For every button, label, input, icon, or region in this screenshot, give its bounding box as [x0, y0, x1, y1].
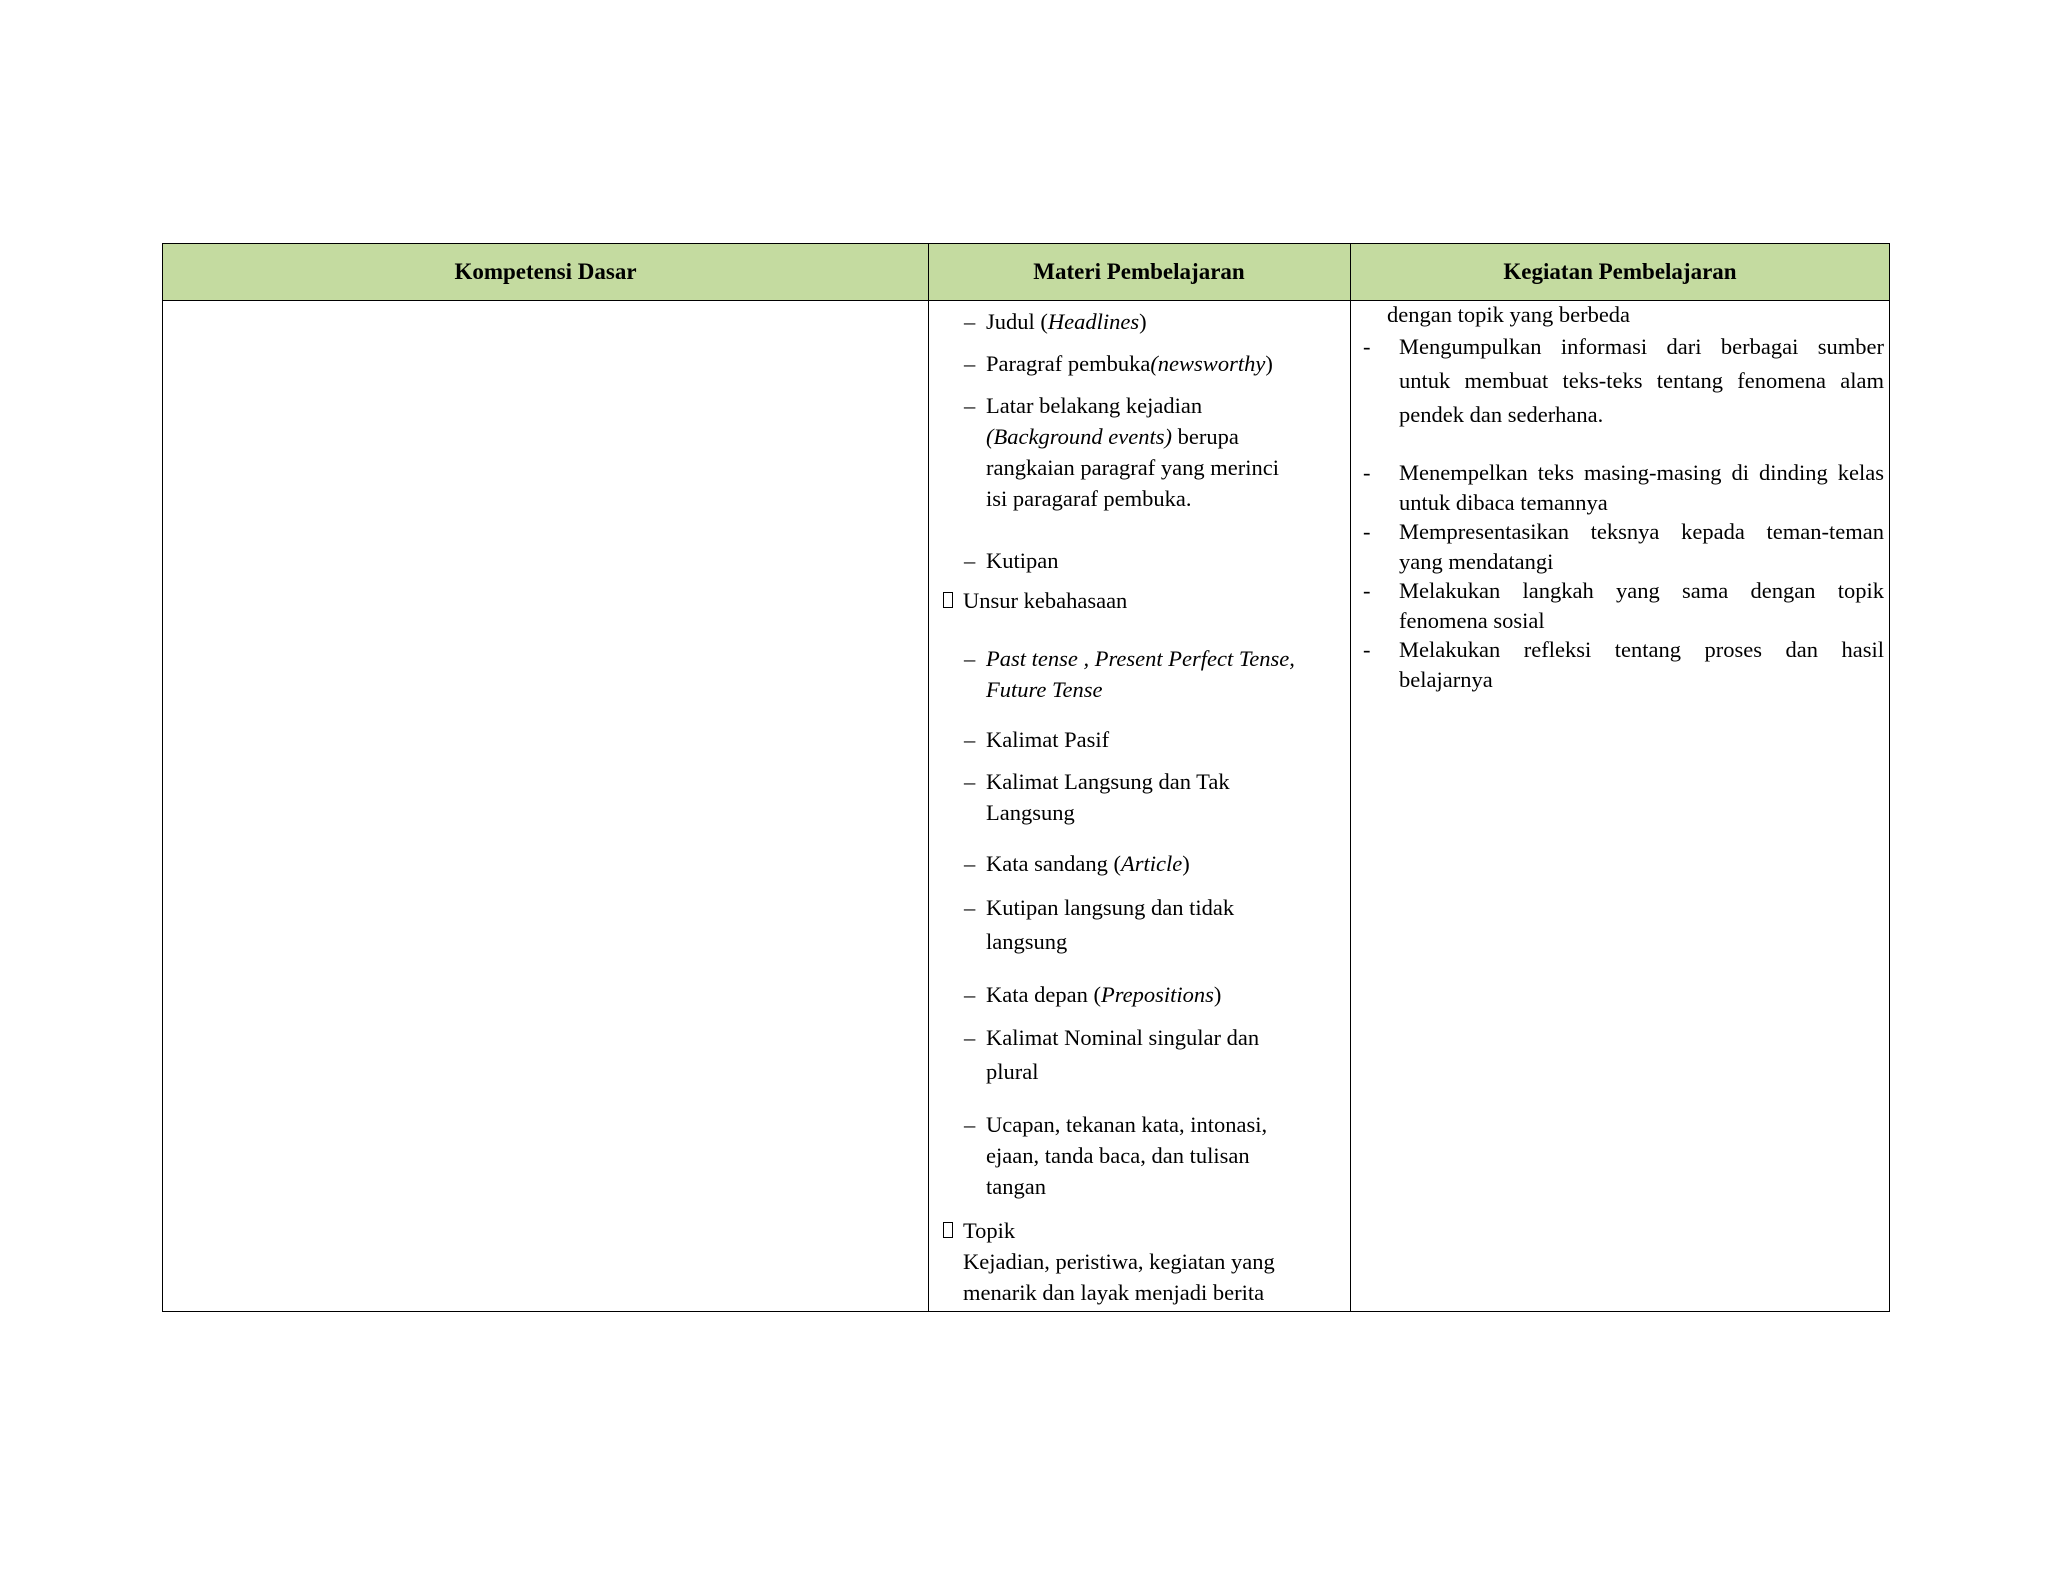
bullet-dash: –	[964, 1112, 976, 1137]
curriculum-table	[162, 243, 1890, 1312]
list-item-text: Kalimat Nominal singular dan plural	[986, 1025, 1260, 1084]
list-item-text: Mengumpulkan informasi dari berbagai sumber untuk membuat teks-teks tentang fenomena alam pendek dan sederhana.	[1399, 334, 1884, 427]
bullet-hyphen: -	[1363, 334, 1371, 359]
checkbox-bullet-icon	[943, 1222, 953, 1238]
bullet-hyphen: -	[1363, 460, 1371, 485]
list-item-text: Kata depan (Prepositions)	[986, 982, 1222, 1007]
materi-cell	[928, 300, 1350, 1311]
bullet-dash: –	[964, 548, 976, 573]
header-kompetensi-dasar: Kompetensi Dasar	[454, 259, 637, 284]
list-item-text: Latar belakang kejadian (Background events) berupa rangkaian paragraf yang merinci isi paragaraf pembuka.	[986, 393, 1279, 511]
bullet-dash: –	[964, 895, 976, 920]
list-item-text: Kalimat Langsung dan Tak Langsung	[986, 769, 1230, 825]
section-label: Unsur kebahasaan	[963, 588, 1128, 613]
list-item-text: Kutipan langsung dan tidak langsung	[986, 895, 1235, 954]
list-item-text: Judul (Headlines)	[986, 309, 1147, 334]
topik-description: Kejadian, peristiwa, kegiatan yang menarik dan layak menjadi berita	[963, 1249, 1275, 1305]
bullet-dash: –	[964, 727, 976, 752]
bullet-hyphen: -	[1363, 637, 1371, 662]
bullet-hyphen: -	[1363, 519, 1371, 544]
header-kegiatan-pembelajaran: Kegiatan Pembelajaran	[1503, 259, 1737, 284]
kegiatan-cell	[1350, 300, 1890, 1311]
list-item-text: Kalimat Pasif	[986, 727, 1110, 752]
bullet-dash: –	[964, 646, 976, 671]
list-item-text: Mempresentasikan teksnya kepada teman-teman yang mendatangi	[1399, 519, 1884, 574]
list-item-text: Menempelkan teks masing-masing di dinding kelas untuk dibaca temannya	[1399, 460, 1884, 515]
list-item-text: Kata sandang (Article)	[986, 851, 1190, 876]
bullet-hyphen: -	[1363, 578, 1371, 603]
bullet-dash: –	[964, 393, 976, 418]
bullet-dash: –	[964, 851, 976, 876]
section-label: Topik	[963, 1218, 1016, 1243]
bullet-dash: –	[964, 982, 976, 1007]
bullet-dash: –	[964, 309, 976, 334]
list-item-text: Melakukan refleksi tentang proses dan hasil belajarnya	[1399, 637, 1884, 692]
bullet-dash: –	[964, 1025, 976, 1050]
list-item-text: Past tense , Present Perfect Tense, Future Tense	[986, 646, 1295, 702]
bullet-dash: –	[964, 351, 976, 376]
list-item-continuation: dengan topik yang berbeda	[1387, 302, 1631, 327]
list-item-text: Melakukan langkah yang sama dengan topik fenomena sosial	[1399, 578, 1884, 633]
list-item-text: Kutipan	[986, 548, 1059, 573]
header-materi-pembelajaran: Materi Pembelajaran	[1033, 259, 1245, 284]
list-item-text: Ucapan, tekanan kata, intonasi, ejaan, tanda baca, dan tulisan tangan	[986, 1112, 1268, 1199]
list-item-text: Paragraf pembuka(newsworthy)	[986, 351, 1273, 376]
bullet-dash: –	[964, 769, 976, 794]
checkbox-bullet-icon	[943, 592, 953, 608]
